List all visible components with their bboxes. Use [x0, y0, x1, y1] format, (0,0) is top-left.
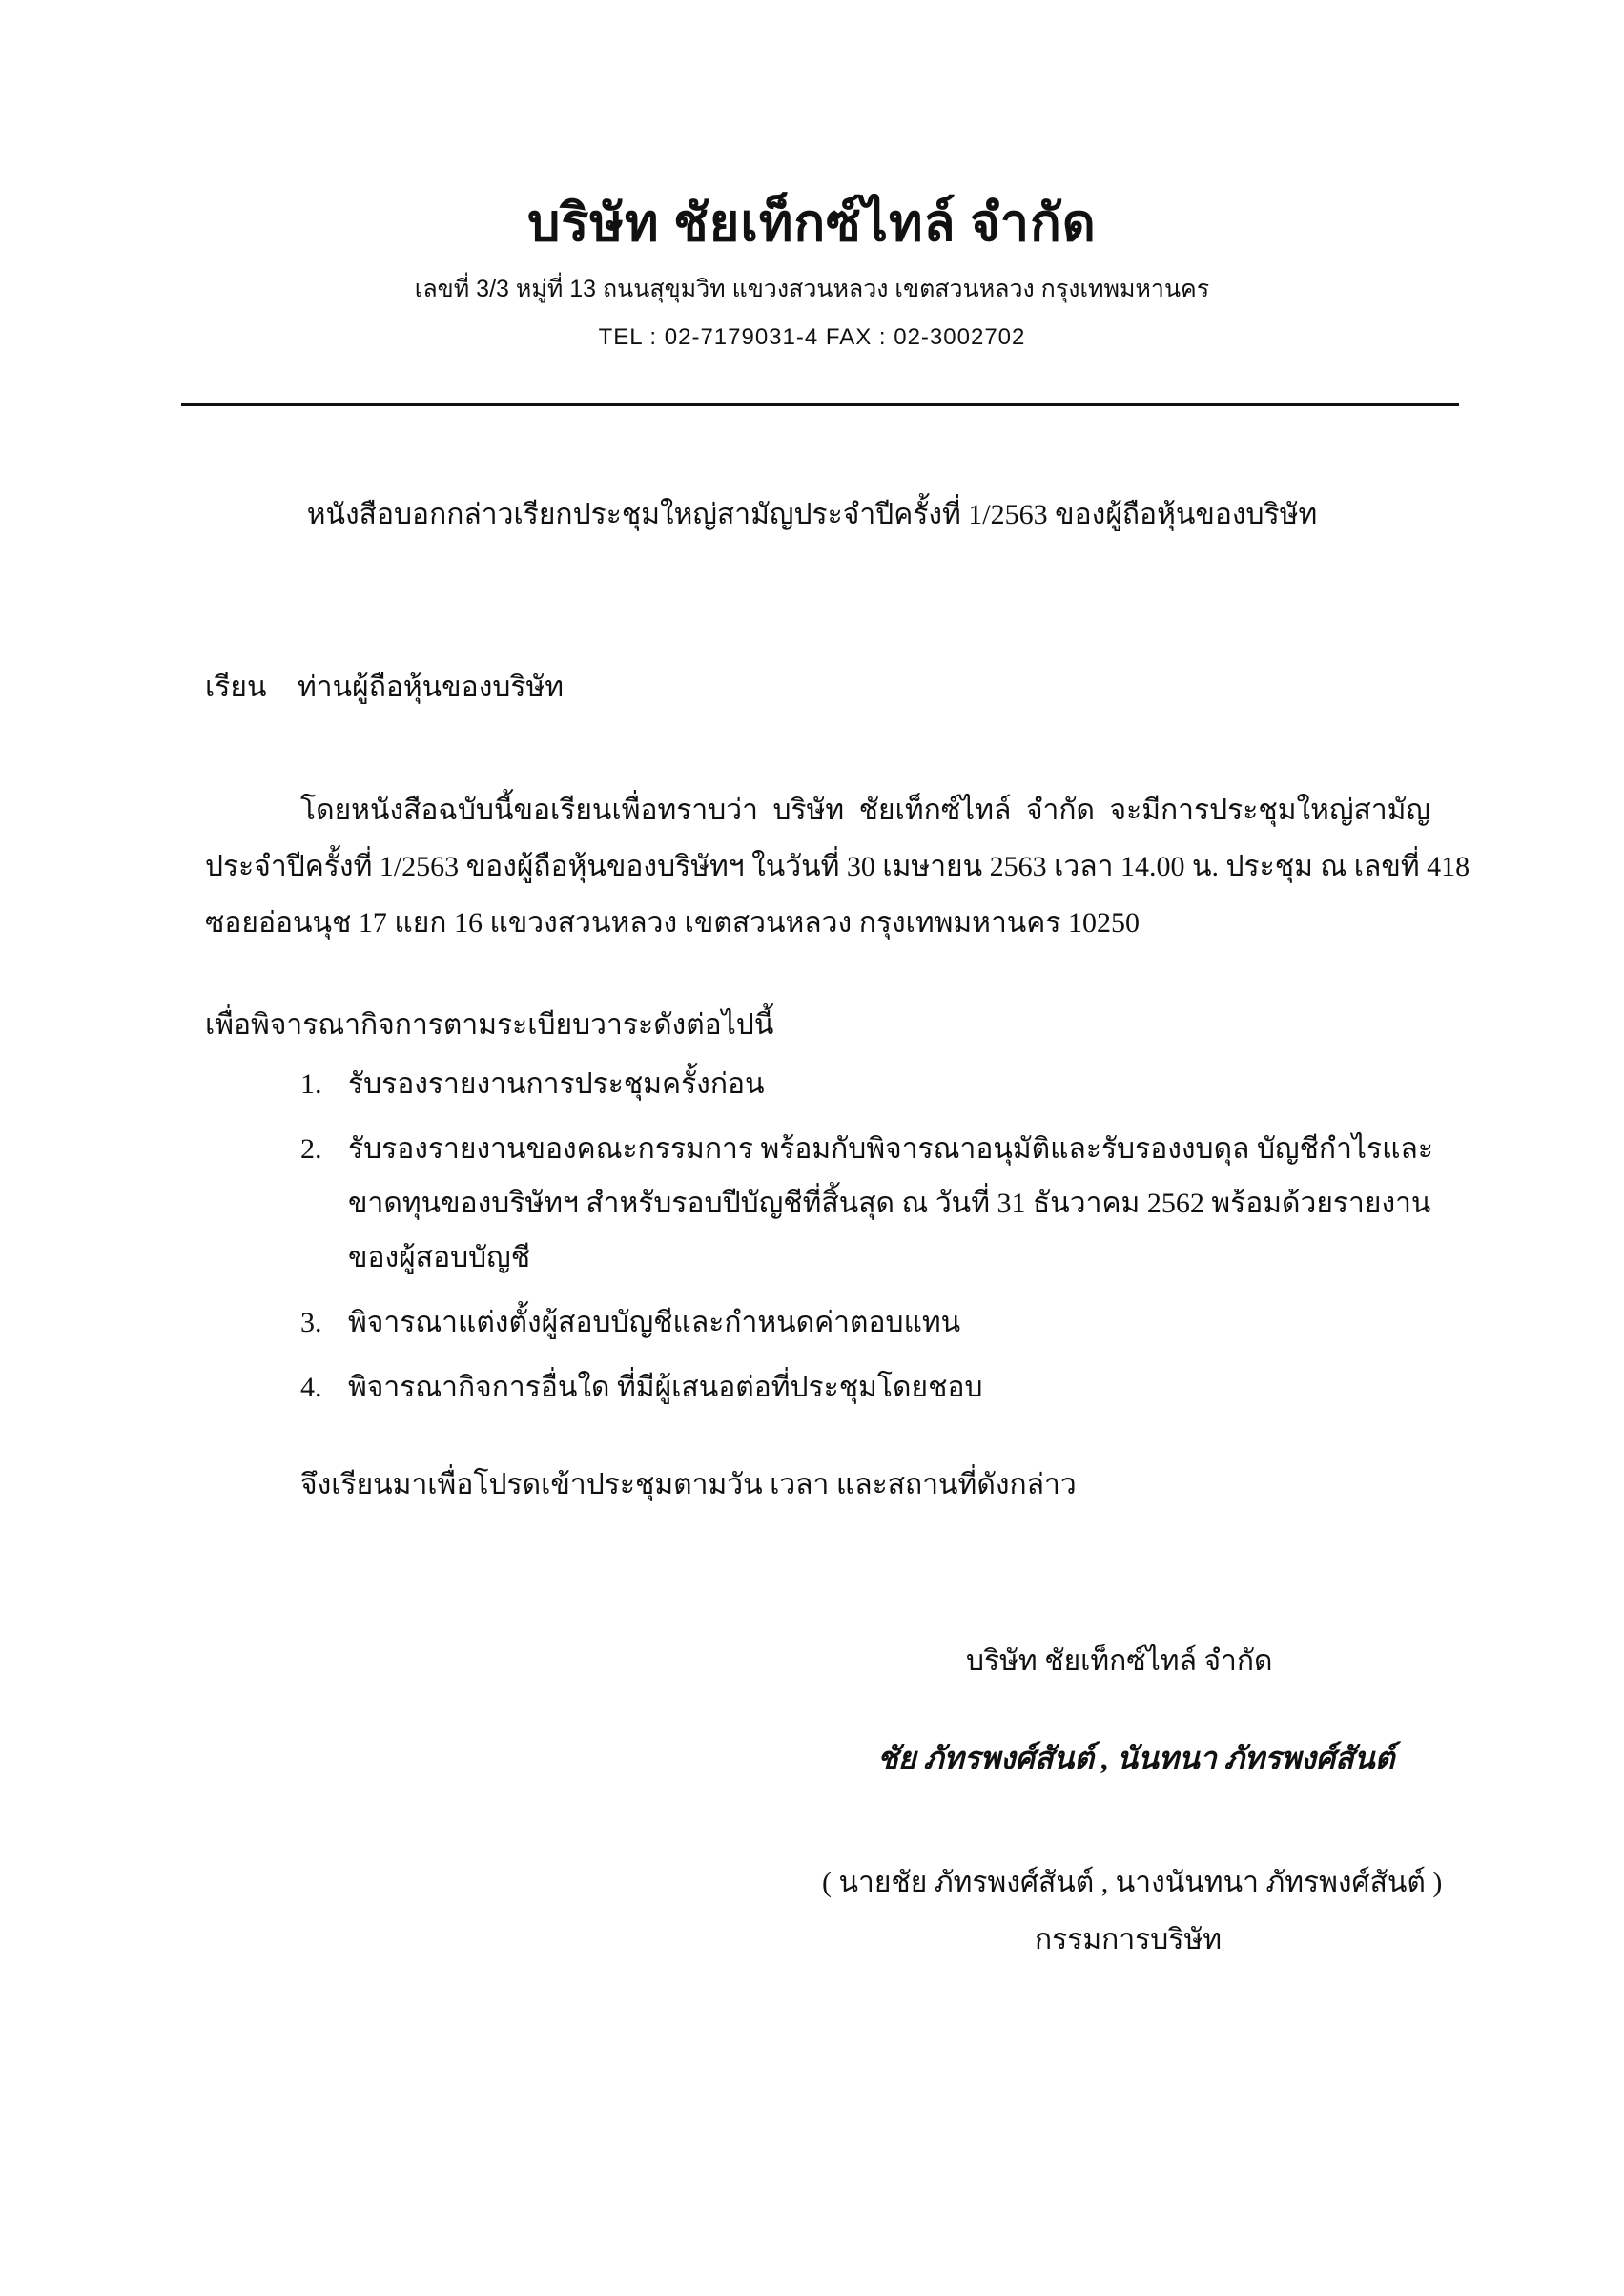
- company-name: บริษัท ชัยเท็กซ์ไทล์ จำกัด: [527, 195, 1097, 252]
- company-contact: TEL : 02-7179031-4 FAX : 02-3002702: [598, 324, 1026, 350]
- company-address: เลขที่ 3/3 หมู่ที่ 13 ถนนสุขุมวิท แขวงสวนหลวง เขตสวนหลวง กรุงเทพมหานคร: [414, 276, 1210, 302]
- handwritten-signature: ชัย ภัทรพงศ์สันต์ , นันทนา ภัทรพงศ์สันต์: [877, 1741, 1395, 1775]
- body-line: โดยหนังสือฉบับนี้ขอเรียนเพื่อทราบว่า บริษัท ชัยเท็กซ์ไทล์ จำกัด จะมีการประชุมใหญ่สามัญ: [300, 795, 1430, 826]
- closing-sentence: จึงเรียนมาเพื่อโปรดเข้าประชุมตามวัน เวลา และสถานที่ดังกล่าว: [300, 1469, 1077, 1500]
- agenda-list: [300, 1057, 1433, 1425]
- agenda-item-text: รับรองรายงานของคณะกรรมการ พร้อมกับพิจารณาอนุมัติและรับรองงบดุล บัญชีกำไรและ: [348, 1133, 1433, 1165]
- agenda-item-number: 3.: [300, 1307, 322, 1338]
- agenda-intro: เพื่อพิจารณากิจการตามระเบียบวาระดังต่อไปนี้: [205, 1009, 774, 1041]
- agenda-item-text: รับรองรายงานการประชุมครั้งก่อน: [348, 1068, 765, 1100]
- body-paragraph: [205, 782, 1470, 951]
- agenda-item-text: ของผู้สอบบัญชี: [348, 1242, 531, 1273]
- agenda-item-number: 1.: [300, 1068, 322, 1100]
- agenda-item-number: 4.: [300, 1372, 322, 1403]
- agenda-item: [300, 1057, 1430, 1111]
- agenda-item-text: พิจารณาแต่งตั้งผู้สอบบัญชีและกำหนดค่าตอบแทน: [348, 1307, 961, 1338]
- signatory-title: กรรมการบริษัท: [1035, 1924, 1222, 1955]
- agenda-item: [300, 1360, 1430, 1415]
- agenda-item-text: พิจารณากิจการอื่นใด ที่มีผู้เสนอต่อที่ประชุมโดยชอบ: [348, 1372, 983, 1403]
- agenda-item: [300, 1122, 1433, 1285]
- signature-company: บริษัท ชัยเท็กซ์ไทล์ จำกัด: [966, 1645, 1273, 1677]
- body-line: ซอยอ่อนนุช 17 แยก 16 แขวงสวนหลวง เขตสวนหลวง กรุงเทพมหานคร 10250: [205, 907, 1140, 939]
- body-line: ประจำปีครั้งที่ 1/2563 ของผู้ถือหุ้นของบริษัทฯ ในวันที่ 30 เมษายน 2563 เวลา 14.00 น. ประชุม ณ เลขที่ 418: [205, 851, 1470, 882]
- signatory-names: ( นายชัย ภัทรพงศ์สันต์ , นางนันทนา ภัทรพงศ์สันต์ ): [822, 1867, 1443, 1898]
- header-divider: [181, 403, 1459, 406]
- agenda-item-number: 2.: [300, 1133, 322, 1165]
- salutation-recipient: ท่านผู้ถือหุ้นของบริษัท: [298, 672, 565, 703]
- salutation-label: เรียน: [205, 672, 267, 703]
- document-subject: หนังสือบอกกล่าวเรียกประชุมใหญ่สามัญประจำปีครั้งที่ 1/2563 ของผู้ถือหุ้นของบริษัท: [306, 499, 1318, 530]
- agenda-item-text: ขาดทุนของบริษัทฯ สำหรับรอบปีบัญชีที่สิ้นสุด ณ วันที่ 31 ธันวาคม 2562 พร้อมด้วยรายงาน: [348, 1188, 1431, 1219]
- agenda-item: [300, 1295, 1430, 1350]
